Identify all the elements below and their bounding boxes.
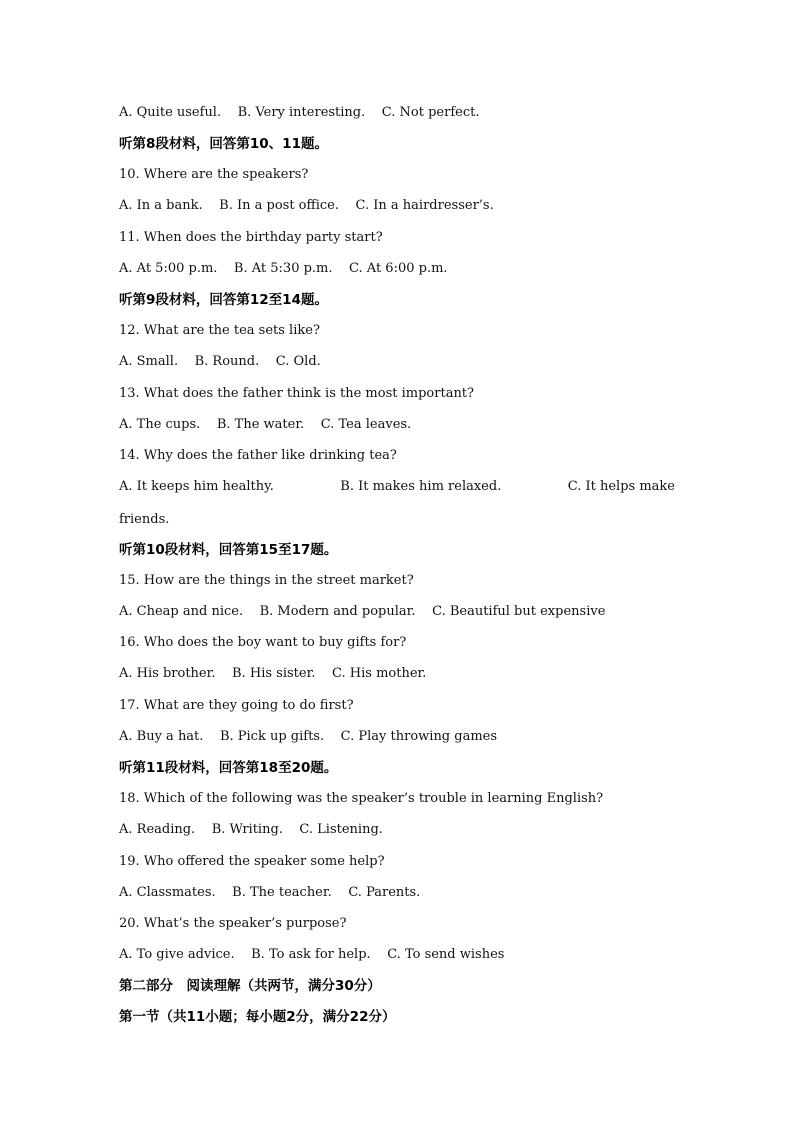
question-12: 12. What are the tea sets like? [119,323,320,338]
question-14-option-a: A. It keeps him healthy. [119,479,274,494]
question-14-option-b: B. It makes him relaxed. [340,479,502,494]
question-13-options: A. The cups. B. The water. C. Tea leaves. [119,417,412,432]
question-12-options: A. Small. B. Round. C. Old. [119,354,321,369]
question-11-options: A. At 5:00 p.m. B. At 5:30 p.m. C. At 6:00 p.m. [119,261,448,276]
question-15-options: A. Cheap and nice. B. Modern and popular. C. Beautiful but expensive [119,604,606,619]
question-16: 16. Who does the boy want to buy gifts for? [119,635,407,650]
question-14-option-c: C. It helps make [567,479,675,494]
section-9-heading: 听第9段材料，回答第12至14题。 [119,292,328,308]
question-14: 14. Why does the father like drinking tea? [119,448,397,463]
question-18: 18. Which of the following was the speaker’s trouble in learning English? [119,791,604,806]
question-15: 15. How are the things in the street market? [119,573,414,588]
question-16-options: A. His brother. B. His sister. C. His mother. [119,666,427,681]
question-10: 10. Where are the speakers? [119,167,309,182]
question-20: 20. What’s the speaker’s purpose? [119,916,347,931]
question-17: 17. What are they going to do first? [119,698,354,713]
question-9-options: A. Quite useful. B. Very interesting. C. Not perfect. [119,105,480,120]
part-2-section-1-heading: 第一节（共11小题；每小题2分，满分22分） [119,1009,396,1025]
question-18-options: A. Reading. B. Writing. C. Listening. [119,822,383,837]
question-10-options: A. In a bank. B. In a post office. C. In a hairdresser’s. [119,198,494,213]
part-2-heading: 第二部分 阅读理解（共两节，满分30分） [119,978,381,994]
section-10-heading: 听第10段材料，回答第15至17题。 [119,542,338,558]
question-14-options [119,479,675,495]
question-17-options: A. Buy a hat. B. Pick up gifts. C. Play throwing games [119,729,498,744]
question-19-options: A. Classmates. B. The teacher. C. Parents. [119,885,421,900]
question-13: 13. What does the father think is the most important? [119,386,475,401]
section-8-heading: 听第8段材料，回答第10、11题。 [119,136,328,152]
question-20-options: A. To give advice. B. To ask for help. C. To send wishes [119,947,505,962]
section-11-heading: 听第11段材料，回答第18至20题。 [119,760,338,776]
question-11: 11. When does the birthday party start? [119,230,383,245]
question-19: 19. Who offered the speaker some help? [119,854,385,869]
question-14-options-continued: friends. [119,512,170,527]
